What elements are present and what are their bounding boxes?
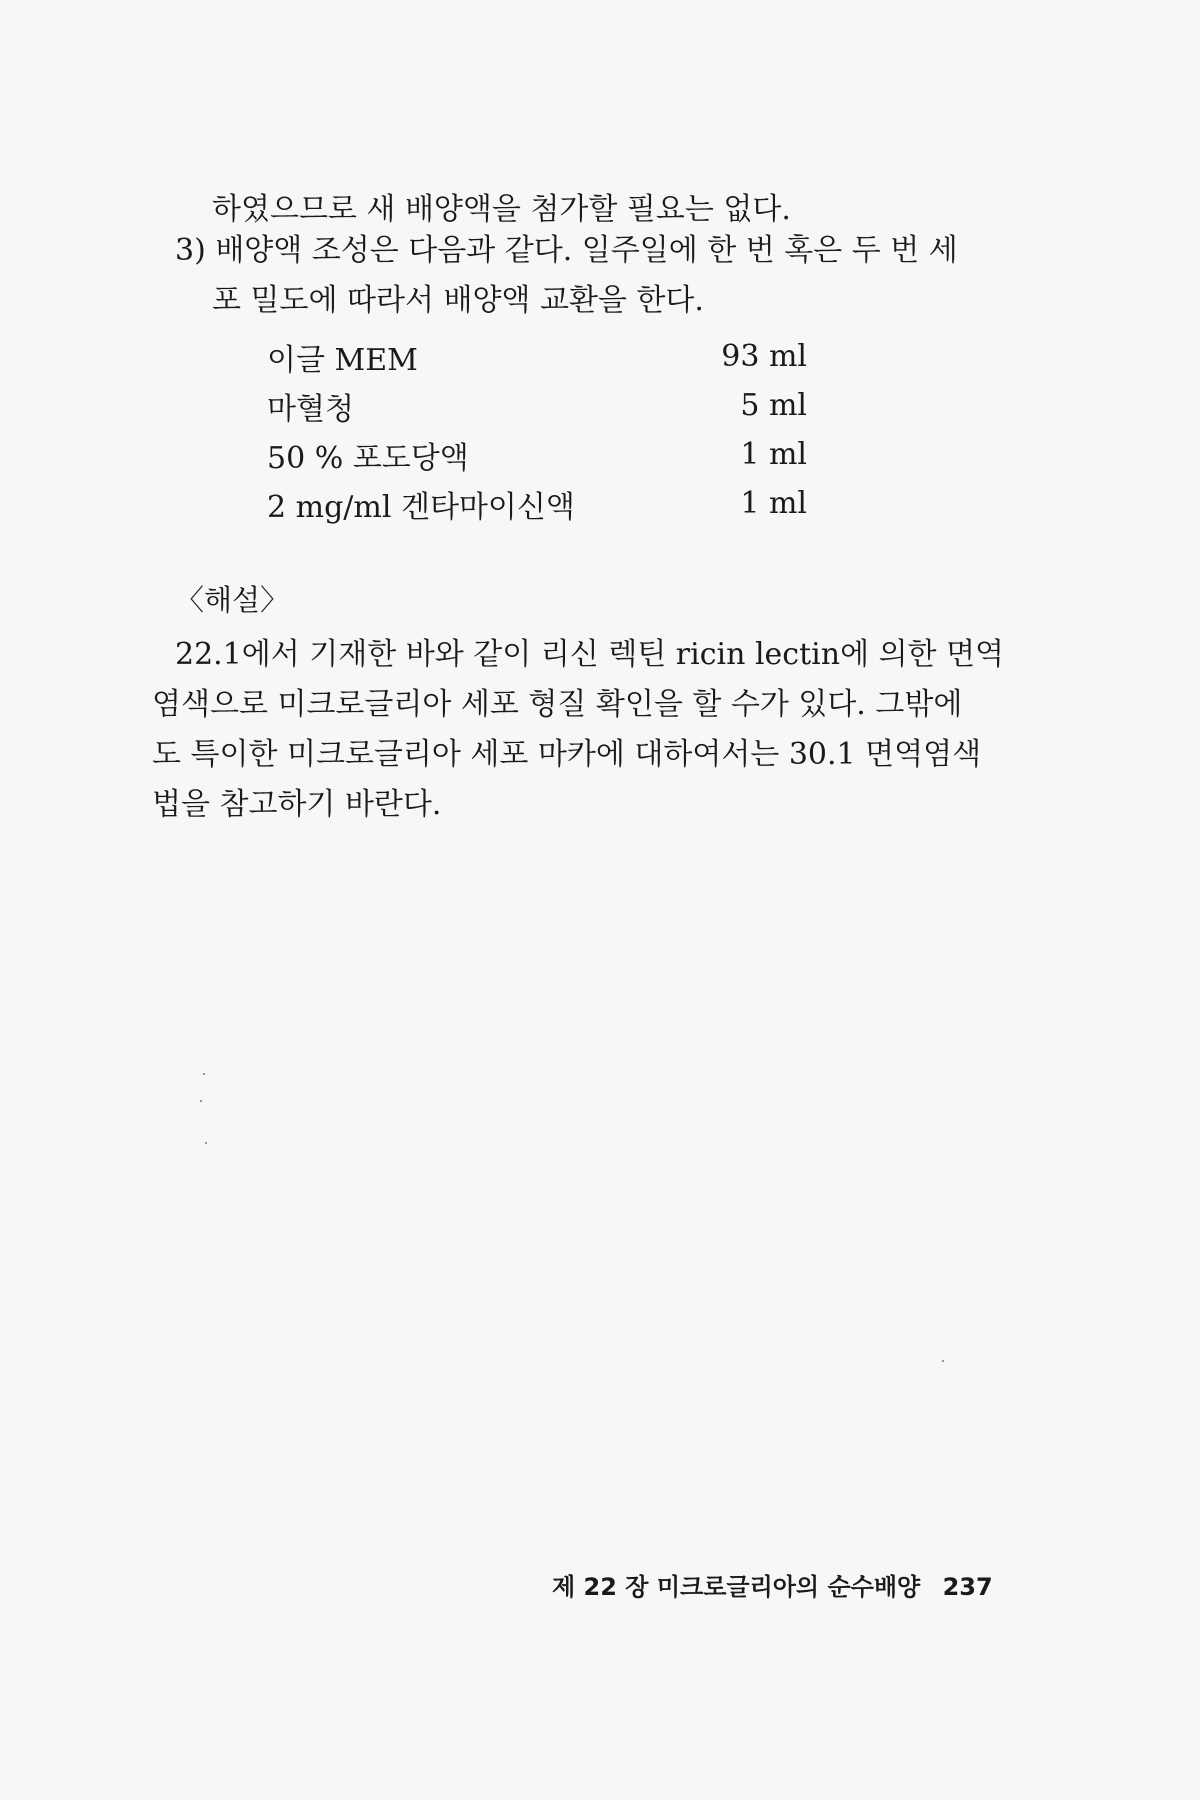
scan-speck bbox=[203, 1073, 205, 1075]
scan-speck bbox=[205, 1142, 207, 1144]
table-row bbox=[267, 430, 807, 479]
ingredient-amount: 1 ml bbox=[740, 486, 807, 521]
list-item-line: 3) 배양액 조성은 다음과 같다. 일주일에 한 번 혹은 두 번 세 bbox=[175, 233, 958, 268]
list-item-3 bbox=[175, 226, 958, 326]
commentary-line: 도 특이한 미크로글리아 세포 마카에 대하여서는 30.1 면역염색 bbox=[152, 737, 982, 772]
ingredient-name: 이글 MEM bbox=[267, 342, 418, 378]
medium-composition-table bbox=[267, 332, 807, 528]
running-chapter-title: 제 22 장 미크로글리아의 순수배양 bbox=[552, 1573, 921, 1601]
table-row bbox=[267, 479, 807, 528]
table-row bbox=[267, 381, 807, 430]
page-footer bbox=[552, 1567, 993, 1602]
commentary-heading: 〈해설〉 bbox=[175, 583, 290, 617]
ingredient-name: 2 mg/ml 겐타마이신액 bbox=[267, 489, 575, 525]
paragraph-line: 하였으므로 새 배양액을 첨가할 필요는 없다. bbox=[212, 192, 791, 227]
scan-speck bbox=[942, 1360, 944, 1362]
ingredient-name: 마혈청 bbox=[267, 391, 354, 427]
commentary-line: 22.1에서 기재한 바와 같이 리신 렉틴 ricin lectin에 의한 면역 bbox=[175, 637, 1005, 672]
page-number: 237 bbox=[942, 1573, 993, 1601]
ingredient-name: 50 % 포도당액 bbox=[267, 440, 469, 476]
commentary-line: 법을 참고하기 바란다. bbox=[152, 787, 442, 822]
ingredient-amount: 93 ml bbox=[721, 339, 807, 374]
scan-speck bbox=[200, 1100, 202, 1102]
table-row bbox=[267, 332, 807, 381]
list-item-line: 포 밀도에 따라서 배양액 교환을 한다. bbox=[212, 283, 704, 318]
commentary-line: 염색으로 미크로글리아 세포 형질 확인을 할 수가 있다. 그밖에 bbox=[152, 687, 963, 722]
ingredient-amount: 1 ml bbox=[740, 437, 807, 472]
ingredient-amount: 5 ml bbox=[740, 388, 807, 423]
